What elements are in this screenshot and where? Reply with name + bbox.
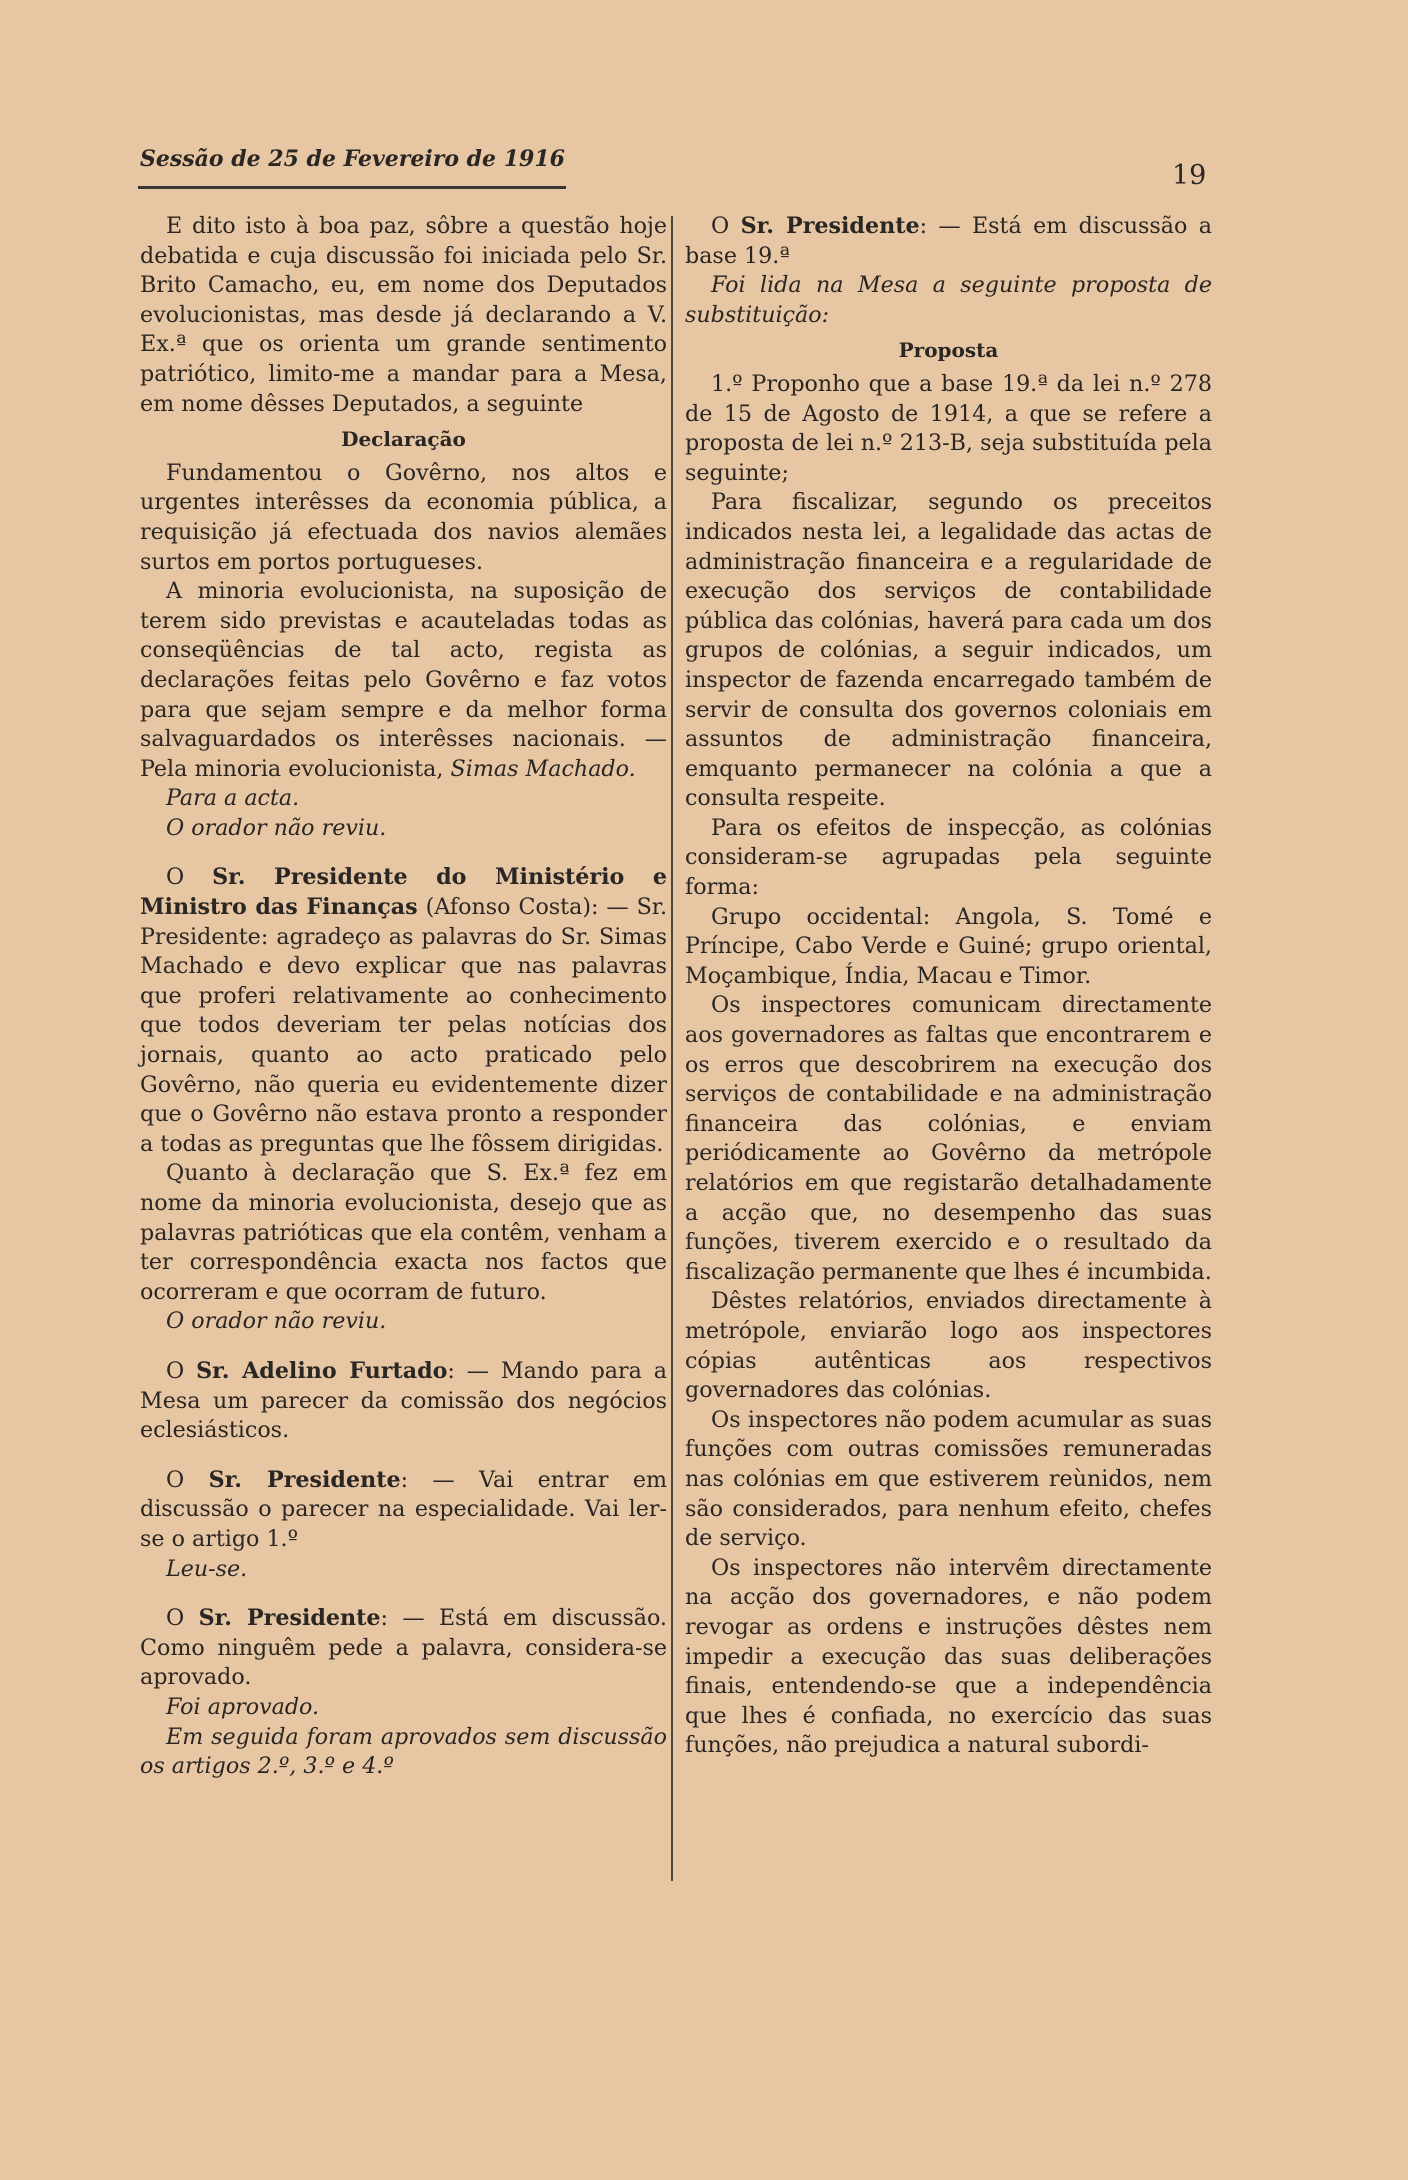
header-rule — [138, 186, 566, 189]
speech-paragraph — [685, 212, 1212, 271]
speech-paragraph — [140, 863, 667, 1159]
spacer — [140, 1446, 667, 1466]
speech-prefix: O — [711, 213, 741, 239]
paragraph: E dito isto à boa paz, sôbre a questão hoje debatida e cuja discussão foi iniciada pelo Sr. Brito Camacho, eu, em nome dos Deputados evolucionistas, mas desde já declarando a V. Ex.ª que os orienta um grande sentimento patriótico, limito-me a mandar para a Mesa, em nome dêsses Deputados, a seguinte — [140, 213, 667, 417]
speech-text: (Afonso Costa): — Sr. Presidente: agradeço as palavras do Sr. Simas Machado e devo explicar que nas palavras que proferi relativamente ao conhecimento que todos deveriam ter pelas notícias dos jornais, quanto ao acto praticado pelo Govêrno, não queria eu evidentemente dizer que o Govêrno não estava pronto a responder a todas as preguntas que lhe fôssem dirigidas. — [140, 894, 667, 1157]
paragraph — [140, 577, 667, 784]
spacer — [140, 1584, 667, 1604]
declaracao-heading: Declaração — [341, 427, 466, 452]
speaker-name: Sr. Presidente — [740, 213, 920, 239]
orador-nao-reviu-note: O orador não reviu. — [166, 1308, 387, 1335]
speech-text: : — Está em discussão a base 19.ª — [685, 213, 1212, 269]
speech-text: : — Vai entrar em discussão o parecer na especialidade. Vai ler-se o artigo 1.º — [140, 1466, 667, 1552]
paragraph: Os inspectores não intervêm directamente na acção dos governadores, e não podem revogar as ordens e instruções dêstes nem impedir a execução das suas deliberações finais, entendendo-se que a independência que lhes é confiada, no exercício das suas funções, não prejudica a natural subordi- — [685, 1554, 1212, 1759]
column-divider — [671, 216, 673, 1881]
speech-text: : — Está em discussão. Como ninguêm pede a palavra, considera-se aprovado. — [140, 1605, 667, 1691]
paragraph: Para fiscalizar, segundo os preceitos indicados nesta lei, a legalidade das actas de administração financeira e a regularidade de execução dos serviços de contabilidade pública das colónias, haverá para cada um dos grupos de colónias, a seguir indicados, um inspector de fazenda encarregado também de servir de consulta dos governos coloniais em assuntos de administração financeira, emquanto permanecer na colónia a que a consulta respeite. — [685, 489, 1212, 812]
paragraph: Dêstes relatórios, enviados directamente à metrópole, enviarão logo aos inspectores cópias autênticas aos respectivos governadores das colónias. — [685, 1288, 1212, 1404]
spacer — [140, 1337, 667, 1357]
spacer — [140, 843, 667, 863]
right-column — [685, 212, 1212, 1761]
paragraph: Fundamentou o Govêrno, nos altos e urgentes interêsses da economia pública, a requisição já efectuada dos navios alemães surtos em portos portugueses. — [140, 459, 667, 575]
foi-aprovado-note: Foi aprovado. — [166, 1693, 320, 1720]
paragraph: 1.º Proponho que a base 19.ª da lei n.º 278 de 15 de Agosto de 1914, a que se refere a proposta de lei n.º 213-B, seja substituída pela seguinte; — [685, 370, 1212, 486]
speaker-name: Sr. Presidente — [198, 1605, 381, 1632]
speaker-name: Sr. Adelino Furtado — [196, 1357, 448, 1384]
orador-nao-reviu-note: O orador não reviu. — [166, 814, 387, 841]
speech-prefix: O — [166, 864, 213, 891]
leu-se-note: Leu-se. — [166, 1555, 248, 1582]
paragraph: Grupo occidental: Angola, S. Tomé e Príncipe, Cabo Verde e Guiné; grupo oriental, Moçambique, Índia, Macau e Timor. — [685, 903, 1212, 989]
paragraph: Para os efeitos de inspecção, as colónias consideram-se agrupadas pela seguinte forma: — [685, 814, 1212, 901]
speech-prefix: O — [166, 1605, 199, 1632]
paragraph: Os inspectores não podem acumular as suas funções com outras comissões remuneradas nas colónias em que estiverem reùnidos, nem são considerados, para nenhum efeito, chefes de serviço. — [685, 1406, 1212, 1552]
paragraph: Os inspectores comunicam directamente aos governadores as faltas que encontrarem e os erros que descobrirem na execução dos serviços de contabilidade e na administração financeira das colónias, e enviam periódicamente ao Govêrno da metrópole relatórios em que registarão detalhadamente a acção que, no desempenho das suas funções, tiverem exercido e o resultado da fiscalização permanente que lhes é incumbida. — [685, 992, 1212, 1285]
speech-prefix: O — [166, 1466, 209, 1493]
speech-prefix: O — [166, 1357, 197, 1384]
speaker-name: Sr. Presidente — [208, 1466, 401, 1493]
paragraph-text: A minoria evolucionista, na suposição de terem sido previstas e acauteladas todas as conseqüências de tal acto, regista as declarações feitas pelo Govêrno e faz votos para que sejam sempre e da melhor forma salvaguardados os interêsses nacionais. — Pela minoria evolucionista, — [140, 578, 667, 782]
foi-lida-note: Foi lida na Mesa a seguinte proposta de substituição: — [685, 272, 1212, 328]
left-column — [140, 212, 667, 1782]
speech-text: : — Mando para a Mesa um parecer da comissão dos negócios eclesiásticos. — [140, 1357, 667, 1444]
speech-paragraph — [140, 1357, 667, 1446]
paragraph: Quanto à declaração que S. Ex.ª fez em nome da minoria evolucionista, desejo que as palavras patrióticas que ela contêm, venham a ter correspondência exacta nos factos que ocorreram e que ocorram de futuro. — [140, 1160, 667, 1305]
speech-paragraph — [140, 1466, 667, 1555]
speaker-name: Sr. Presidente do Ministério e Ministro das Finanças — [140, 864, 667, 921]
header-title: Sessão de 25 de Fevereiro de 1916 — [140, 146, 565, 172]
signature: Simas Machado. — [450, 755, 636, 782]
para-acta-note: Para a acta. — [166, 785, 300, 812]
proposta-heading: Proposta — [898, 338, 999, 363]
page-number: 19 — [1172, 160, 1207, 191]
speech-paragraph — [140, 1604, 667, 1693]
em-seguida-note: Em seguida foram aprovados sem discussão os artigos 2.º, 3.º e 4.º — [140, 1723, 667, 1780]
